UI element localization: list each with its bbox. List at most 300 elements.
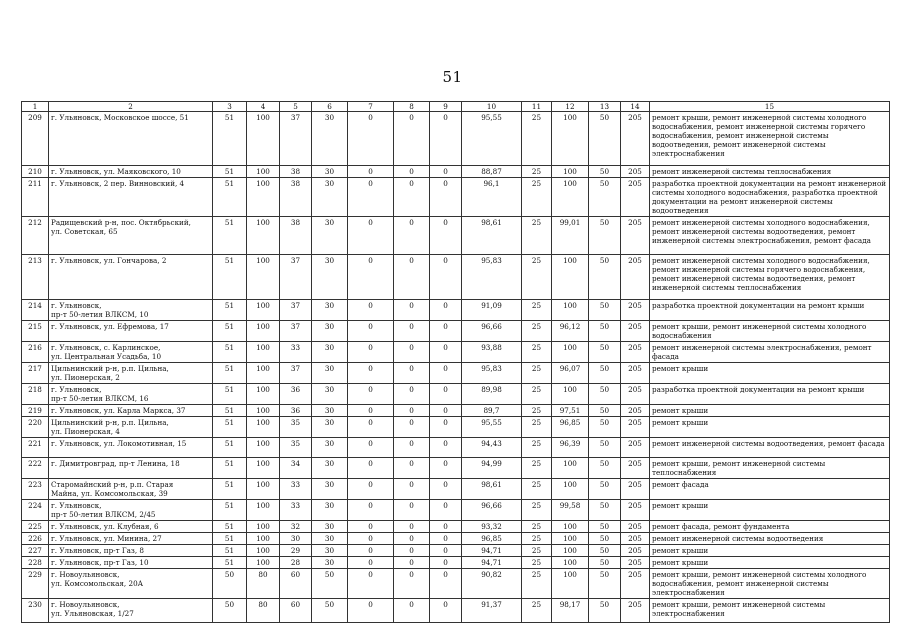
col7-cell: 0 bbox=[348, 417, 394, 438]
col3-cell: 51 bbox=[213, 112, 247, 166]
works-cell: ремонт крыши, ремонт инженерной системы холодного водоснабжения bbox=[650, 321, 890, 342]
repair-schedule-table bbox=[21, 101, 890, 623]
col7-cell: 0 bbox=[348, 255, 394, 300]
works-cell: ремонт инженерной системы электроснабжения, ремонт фасада bbox=[650, 342, 890, 363]
col8-cell: 0 bbox=[394, 363, 430, 384]
address-cell: г. Ульяновск, ул. Карла Маркса, 37 bbox=[49, 405, 213, 417]
col7-cell: 0 bbox=[348, 166, 394, 178]
col10-cell: 93,88 bbox=[462, 342, 522, 363]
col13-cell: 50 bbox=[589, 363, 621, 384]
col5-cell: 37 bbox=[280, 363, 312, 384]
row-number: 209 bbox=[22, 112, 49, 166]
col14-cell: 205 bbox=[621, 300, 650, 321]
works-cell: ремонт крыши bbox=[650, 500, 890, 521]
col5-cell: 60 bbox=[280, 569, 312, 599]
col14-cell: 205 bbox=[621, 479, 650, 500]
col8-cell: 0 bbox=[394, 384, 430, 405]
row-number: 217 bbox=[22, 363, 49, 384]
address-cell: г. Ульяновск, 2 пер. Винновский, 4 bbox=[49, 178, 213, 217]
col13-cell: 50 bbox=[589, 217, 621, 255]
col11-cell: 25 bbox=[522, 500, 552, 521]
col14-cell: 205 bbox=[621, 569, 650, 599]
col11-cell: 25 bbox=[522, 521, 552, 533]
row-number: 213 bbox=[22, 255, 49, 300]
col10-cell: 95,55 bbox=[462, 417, 522, 438]
col12-cell: 100 bbox=[552, 533, 589, 545]
table-row bbox=[22, 363, 890, 384]
col10-cell: 95,83 bbox=[462, 255, 522, 300]
col7-cell: 0 bbox=[348, 178, 394, 217]
row-number: 219 bbox=[22, 405, 49, 417]
col7-cell: 0 bbox=[348, 300, 394, 321]
col5-cell: 38 bbox=[280, 166, 312, 178]
col13-cell: 50 bbox=[589, 417, 621, 438]
table-row bbox=[22, 500, 890, 521]
col13-cell: 50 bbox=[589, 384, 621, 405]
col9-cell: 0 bbox=[430, 112, 462, 166]
col12-cell: 100 bbox=[552, 384, 589, 405]
col7-cell: 0 bbox=[348, 112, 394, 166]
table-row bbox=[22, 166, 890, 178]
col3-cell: 51 bbox=[213, 557, 247, 569]
address-cell: Старомайнский р-н, р.п. Старая Майна, ул. Комсомольская, 39 bbox=[49, 479, 213, 500]
col12-cell: 100 bbox=[552, 521, 589, 533]
col12-cell: 100 bbox=[552, 342, 589, 363]
col11-cell: 25 bbox=[522, 438, 552, 458]
col3-cell: 51 bbox=[213, 384, 247, 405]
col7-cell: 0 bbox=[348, 321, 394, 342]
col5-cell: 33 bbox=[280, 342, 312, 363]
col4-cell: 100 bbox=[247, 321, 280, 342]
col6-cell: 30 bbox=[312, 417, 348, 438]
col8-cell: 0 bbox=[394, 521, 430, 533]
col5-cell: 38 bbox=[280, 178, 312, 217]
col12-cell: 100 bbox=[552, 166, 589, 178]
col13-cell: 50 bbox=[589, 458, 621, 479]
col12-cell: 100 bbox=[552, 112, 589, 166]
col9-cell: 0 bbox=[430, 599, 462, 623]
col9-cell: 0 bbox=[430, 569, 462, 599]
col11-cell: 25 bbox=[522, 545, 552, 557]
col4-cell: 80 bbox=[247, 599, 280, 623]
works-cell: ремонт крыши bbox=[650, 363, 890, 384]
col14-cell: 205 bbox=[621, 500, 650, 521]
table-row bbox=[22, 178, 890, 217]
col9-cell: 0 bbox=[430, 438, 462, 458]
row-number: 218 bbox=[22, 384, 49, 405]
col5-cell: 34 bbox=[280, 458, 312, 479]
header-cell: 13 bbox=[589, 102, 621, 112]
works-cell: ремонт крыши bbox=[650, 545, 890, 557]
col6-cell: 30 bbox=[312, 321, 348, 342]
col9-cell: 0 bbox=[430, 217, 462, 255]
col13-cell: 50 bbox=[589, 342, 621, 363]
header-cell: 11 bbox=[522, 102, 552, 112]
col7-cell: 0 bbox=[348, 342, 394, 363]
col5-cell: 35 bbox=[280, 417, 312, 438]
col4-cell: 100 bbox=[247, 300, 280, 321]
col10-cell: 93,32 bbox=[462, 521, 522, 533]
table-row bbox=[22, 405, 890, 417]
col5-cell: 36 bbox=[280, 405, 312, 417]
col14-cell: 205 bbox=[621, 342, 650, 363]
col11-cell: 25 bbox=[522, 112, 552, 166]
works-cell: разработка проектной документации на ремонт инженерной системы холодного водоснабжения, разработка проектной документации на ремонт инженерной системы водоотведения bbox=[650, 178, 890, 217]
col5-cell: 36 bbox=[280, 384, 312, 405]
col7-cell: 0 bbox=[348, 500, 394, 521]
row-number: 224 bbox=[22, 500, 49, 521]
col4-cell: 80 bbox=[247, 569, 280, 599]
col4-cell: 100 bbox=[247, 533, 280, 545]
address-cell: г. Ульяновск, ул. Клубная, 6 bbox=[49, 521, 213, 533]
col13-cell: 50 bbox=[589, 569, 621, 599]
header-cell: 1 bbox=[22, 102, 49, 112]
col8-cell: 0 bbox=[394, 405, 430, 417]
col3-cell: 51 bbox=[213, 417, 247, 438]
col9-cell: 0 bbox=[430, 321, 462, 342]
header-cell: 4 bbox=[247, 102, 280, 112]
col8-cell: 0 bbox=[394, 533, 430, 545]
row-number: 220 bbox=[22, 417, 49, 438]
col6-cell: 30 bbox=[312, 500, 348, 521]
header-cell: 8 bbox=[394, 102, 430, 112]
col12-cell: 100 bbox=[552, 557, 589, 569]
col11-cell: 25 bbox=[522, 166, 552, 178]
col7-cell: 0 bbox=[348, 405, 394, 417]
col13-cell: 50 bbox=[589, 405, 621, 417]
col14-cell: 205 bbox=[621, 545, 650, 557]
col14-cell: 205 bbox=[621, 438, 650, 458]
address-cell: г. Ульяновск, ул. Гончарова, 2 bbox=[49, 255, 213, 300]
col4-cell: 100 bbox=[247, 342, 280, 363]
col11-cell: 25 bbox=[522, 321, 552, 342]
col3-cell: 51 bbox=[213, 533, 247, 545]
col9-cell: 0 bbox=[430, 300, 462, 321]
col13-cell: 50 bbox=[589, 599, 621, 623]
col9-cell: 0 bbox=[430, 557, 462, 569]
col12-cell: 96,39 bbox=[552, 438, 589, 458]
col3-cell: 50 bbox=[213, 599, 247, 623]
col6-cell: 30 bbox=[312, 533, 348, 545]
col5-cell: 60 bbox=[280, 599, 312, 623]
header-cell: 10 bbox=[462, 102, 522, 112]
table-header-row bbox=[22, 102, 890, 112]
col14-cell: 205 bbox=[621, 458, 650, 479]
col3-cell: 51 bbox=[213, 521, 247, 533]
col14-cell: 205 bbox=[621, 384, 650, 405]
col8-cell: 0 bbox=[394, 599, 430, 623]
col7-cell: 0 bbox=[348, 458, 394, 479]
col6-cell: 30 bbox=[312, 255, 348, 300]
table-row bbox=[22, 479, 890, 500]
col7-cell: 0 bbox=[348, 545, 394, 557]
col7-cell: 0 bbox=[348, 521, 394, 533]
page-number: 51 bbox=[442, 68, 463, 86]
works-cell: ремонт инженерной системы теплоснабжения bbox=[650, 166, 890, 178]
col8-cell: 0 bbox=[394, 458, 430, 479]
address-cell: г. Ульяновск, Московское шоссе, 51 bbox=[49, 112, 213, 166]
table-row bbox=[22, 342, 890, 363]
col9-cell: 0 bbox=[430, 521, 462, 533]
col10-cell: 88,87 bbox=[462, 166, 522, 178]
address-cell: г. Ульяновск, ул. Маяковского, 10 bbox=[49, 166, 213, 178]
works-cell: ремонт инженерной системы водоотведения bbox=[650, 533, 890, 545]
col3-cell: 51 bbox=[213, 545, 247, 557]
col6-cell: 30 bbox=[312, 557, 348, 569]
table-row bbox=[22, 255, 890, 300]
col14-cell: 205 bbox=[621, 255, 650, 300]
col4-cell: 100 bbox=[247, 545, 280, 557]
col9-cell: 0 bbox=[430, 384, 462, 405]
col6-cell: 50 bbox=[312, 599, 348, 623]
address-cell: г. Ульяновск, ул. Локомотивная, 15 bbox=[49, 438, 213, 458]
col4-cell: 100 bbox=[247, 417, 280, 438]
col5-cell: 32 bbox=[280, 521, 312, 533]
col12-cell: 97,51 bbox=[552, 405, 589, 417]
works-cell: ремонт инженерной системы водоотведения, ремонт фасада bbox=[650, 438, 890, 458]
works-cell: ремонт крыши, ремонт инженерной системы холодного водоснабжения, ремонт инженерной системы электроснабжения bbox=[650, 569, 890, 599]
col9-cell: 0 bbox=[430, 458, 462, 479]
row-number: 221 bbox=[22, 438, 49, 458]
col7-cell: 0 bbox=[348, 557, 394, 569]
header-cell: 14 bbox=[621, 102, 650, 112]
col12-cell: 100 bbox=[552, 545, 589, 557]
col3-cell: 51 bbox=[213, 321, 247, 342]
col11-cell: 25 bbox=[522, 217, 552, 255]
col7-cell: 0 bbox=[348, 438, 394, 458]
works-cell: ремонт крыши bbox=[650, 557, 890, 569]
col5-cell: 30 bbox=[280, 533, 312, 545]
col10-cell: 89,98 bbox=[462, 384, 522, 405]
works-cell: разработка проектной документации на ремонт крыши bbox=[650, 300, 890, 321]
col11-cell: 25 bbox=[522, 405, 552, 417]
table-row bbox=[22, 417, 890, 438]
address-cell: Цильнинский р-н, р.п. Цильна, ул. Пионерская, 2 bbox=[49, 363, 213, 384]
table-row bbox=[22, 438, 890, 458]
row-number: 230 bbox=[22, 599, 49, 623]
table-row bbox=[22, 569, 890, 599]
table-row bbox=[22, 458, 890, 479]
col4-cell: 100 bbox=[247, 166, 280, 178]
address-cell: г. Ульяновск, пр-т 50-летия ВЛКСМ, 16 bbox=[49, 384, 213, 405]
col3-cell: 51 bbox=[213, 500, 247, 521]
col11-cell: 25 bbox=[522, 458, 552, 479]
col10-cell: 98,61 bbox=[462, 217, 522, 255]
col10-cell: 89,7 bbox=[462, 405, 522, 417]
col6-cell: 30 bbox=[312, 545, 348, 557]
col8-cell: 0 bbox=[394, 342, 430, 363]
col8-cell: 0 bbox=[394, 217, 430, 255]
col5-cell: 37 bbox=[280, 321, 312, 342]
col13-cell: 50 bbox=[589, 300, 621, 321]
col5-cell: 29 bbox=[280, 545, 312, 557]
col14-cell: 205 bbox=[621, 178, 650, 217]
col9-cell: 0 bbox=[430, 417, 462, 438]
col11-cell: 25 bbox=[522, 178, 552, 217]
col6-cell: 30 bbox=[312, 178, 348, 217]
col7-cell: 0 bbox=[348, 217, 394, 255]
col4-cell: 100 bbox=[247, 557, 280, 569]
col6-cell: 30 bbox=[312, 405, 348, 417]
col13-cell: 50 bbox=[589, 112, 621, 166]
col3-cell: 51 bbox=[213, 255, 247, 300]
col8-cell: 0 bbox=[394, 417, 430, 438]
col4-cell: 100 bbox=[247, 438, 280, 458]
address-cell: г. Ульяновск, пр-т Газ, 8 bbox=[49, 545, 213, 557]
col13-cell: 50 bbox=[589, 321, 621, 342]
col13-cell: 50 bbox=[589, 500, 621, 521]
col14-cell: 205 bbox=[621, 521, 650, 533]
col4-cell: 100 bbox=[247, 500, 280, 521]
row-number: 229 bbox=[22, 569, 49, 599]
address-cell: г. Ульяновск, ул. Минина, 27 bbox=[49, 533, 213, 545]
col10-cell: 94,99 bbox=[462, 458, 522, 479]
col12-cell: 100 bbox=[552, 300, 589, 321]
col10-cell: 91,09 bbox=[462, 300, 522, 321]
col10-cell: 98,61 bbox=[462, 479, 522, 500]
col14-cell: 205 bbox=[621, 533, 650, 545]
row-number: 212 bbox=[22, 217, 49, 255]
address-cell: г. Ульяновск, ул. Ефремова, 17 bbox=[49, 321, 213, 342]
col10-cell: 96,66 bbox=[462, 321, 522, 342]
col7-cell: 0 bbox=[348, 569, 394, 599]
col4-cell: 100 bbox=[247, 405, 280, 417]
works-cell: ремонт фасада, ремонт фундамента bbox=[650, 521, 890, 533]
header-cell: 9 bbox=[430, 102, 462, 112]
col4-cell: 100 bbox=[247, 384, 280, 405]
col10-cell: 94,43 bbox=[462, 438, 522, 458]
col12-cell: 96,85 bbox=[552, 417, 589, 438]
table-row bbox=[22, 321, 890, 342]
col6-cell: 30 bbox=[312, 342, 348, 363]
col13-cell: 50 bbox=[589, 533, 621, 545]
address-cell: г. Новоульяновск, ул. Комсомольская, 20А bbox=[49, 569, 213, 599]
works-cell: ремонт крыши bbox=[650, 417, 890, 438]
col10-cell: 95,83 bbox=[462, 363, 522, 384]
col3-cell: 50 bbox=[213, 569, 247, 599]
row-number: 228 bbox=[22, 557, 49, 569]
col14-cell: 205 bbox=[621, 166, 650, 178]
col9-cell: 0 bbox=[430, 166, 462, 178]
col5-cell: 37 bbox=[280, 300, 312, 321]
col9-cell: 0 bbox=[430, 342, 462, 363]
col6-cell: 30 bbox=[312, 300, 348, 321]
table-row bbox=[22, 521, 890, 533]
col7-cell: 0 bbox=[348, 599, 394, 623]
table-row bbox=[22, 599, 890, 623]
col6-cell: 30 bbox=[312, 521, 348, 533]
header-cell: 3 bbox=[213, 102, 247, 112]
col14-cell: 205 bbox=[621, 417, 650, 438]
col13-cell: 50 bbox=[589, 438, 621, 458]
col13-cell: 50 bbox=[589, 255, 621, 300]
row-number: 210 bbox=[22, 166, 49, 178]
row-number: 215 bbox=[22, 321, 49, 342]
col12-cell: 100 bbox=[552, 458, 589, 479]
col14-cell: 205 bbox=[621, 599, 650, 623]
col4-cell: 100 bbox=[247, 178, 280, 217]
col8-cell: 0 bbox=[394, 500, 430, 521]
works-cell: ремонт инженерной системы холодного водоснабжения, ремонт инженерной системы горячего водоснабжения, ремонт инженерной системы водоотведения, ремонт инженерной системы теплоснабжения bbox=[650, 255, 890, 300]
col11-cell: 25 bbox=[522, 342, 552, 363]
col11-cell: 25 bbox=[522, 384, 552, 405]
col3-cell: 51 bbox=[213, 342, 247, 363]
col10-cell: 94,71 bbox=[462, 557, 522, 569]
col8-cell: 0 bbox=[394, 557, 430, 569]
col3-cell: 51 bbox=[213, 438, 247, 458]
col8-cell: 0 bbox=[394, 166, 430, 178]
address-cell: г. Ульяновск, с. Карлинское, ул. Центральная Усадьба, 10 bbox=[49, 342, 213, 363]
col10-cell: 96,1 bbox=[462, 178, 522, 217]
col6-cell: 30 bbox=[312, 384, 348, 405]
col14-cell: 205 bbox=[621, 557, 650, 569]
col12-cell: 100 bbox=[552, 569, 589, 599]
col14-cell: 205 bbox=[621, 112, 650, 166]
col6-cell: 30 bbox=[312, 112, 348, 166]
col3-cell: 51 bbox=[213, 217, 247, 255]
header-cell: 5 bbox=[280, 102, 312, 112]
col10-cell: 94,71 bbox=[462, 545, 522, 557]
table-row bbox=[22, 112, 890, 166]
col9-cell: 0 bbox=[430, 500, 462, 521]
col11-cell: 25 bbox=[522, 300, 552, 321]
col8-cell: 0 bbox=[394, 321, 430, 342]
table-row bbox=[22, 384, 890, 405]
col13-cell: 50 bbox=[589, 545, 621, 557]
col10-cell: 96,85 bbox=[462, 533, 522, 545]
col9-cell: 0 bbox=[430, 363, 462, 384]
col9-cell: 0 bbox=[430, 479, 462, 500]
col3-cell: 51 bbox=[213, 166, 247, 178]
col14-cell: 205 bbox=[621, 405, 650, 417]
col7-cell: 0 bbox=[348, 479, 394, 500]
table-row bbox=[22, 557, 890, 569]
col5-cell: 28 bbox=[280, 557, 312, 569]
row-number: 225 bbox=[22, 521, 49, 533]
works-cell: ремонт крыши, ремонт инженерной системы теплоснабжения bbox=[650, 458, 890, 479]
col6-cell: 30 bbox=[312, 438, 348, 458]
col4-cell: 100 bbox=[247, 479, 280, 500]
col13-cell: 50 bbox=[589, 479, 621, 500]
col5-cell: 38 bbox=[280, 217, 312, 255]
col8-cell: 0 bbox=[394, 112, 430, 166]
col8-cell: 0 bbox=[394, 479, 430, 500]
col4-cell: 100 bbox=[247, 112, 280, 166]
row-number: 226 bbox=[22, 533, 49, 545]
col13-cell: 50 bbox=[589, 178, 621, 217]
col5-cell: 37 bbox=[280, 112, 312, 166]
col10-cell: 91,37 bbox=[462, 599, 522, 623]
col4-cell: 100 bbox=[247, 458, 280, 479]
works-cell: разработка проектной документации на ремонт крыши bbox=[650, 384, 890, 405]
col12-cell: 96,07 bbox=[552, 363, 589, 384]
row-number: 214 bbox=[22, 300, 49, 321]
col5-cell: 33 bbox=[280, 479, 312, 500]
col7-cell: 0 bbox=[348, 363, 394, 384]
col8-cell: 0 bbox=[394, 438, 430, 458]
col12-cell: 98,17 bbox=[552, 599, 589, 623]
col7-cell: 0 bbox=[348, 533, 394, 545]
address-cell: г. Ульяновск, пр-т 50-летия ВЛКСМ, 2/45 bbox=[49, 500, 213, 521]
col11-cell: 25 bbox=[522, 569, 552, 599]
col12-cell: 100 bbox=[552, 479, 589, 500]
address-cell: г. Димитровград, пр-т Ленина, 18 bbox=[49, 458, 213, 479]
col12-cell: 99,58 bbox=[552, 500, 589, 521]
table-row bbox=[22, 533, 890, 545]
col13-cell: 50 bbox=[589, 521, 621, 533]
col11-cell: 25 bbox=[522, 599, 552, 623]
col3-cell: 51 bbox=[213, 405, 247, 417]
